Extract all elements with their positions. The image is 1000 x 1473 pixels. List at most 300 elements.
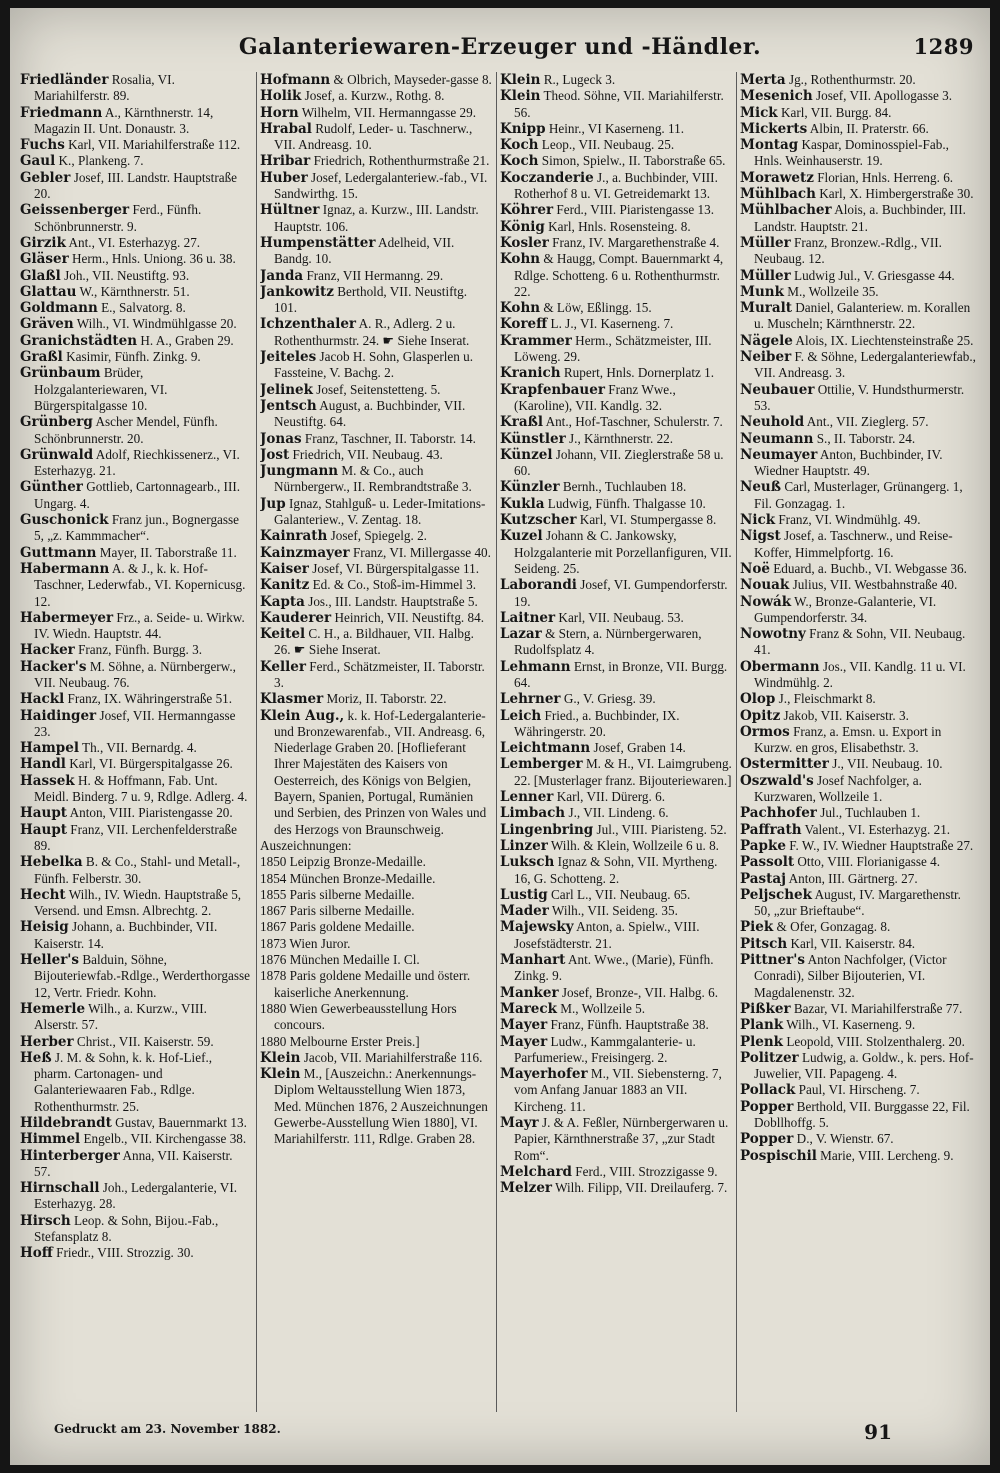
entry-name: Neuhold (740, 414, 805, 431)
directory-entry (260, 382, 492, 398)
entry-name: Papke (740, 837, 786, 854)
entry-name: Plenk (740, 1033, 784, 1050)
directory-entry (500, 952, 732, 985)
entry-details: Franz, Bronzew.-Rdlg., VII. Neubaug. 12. (754, 234, 942, 267)
directory-entry (260, 561, 492, 577)
entry-name: Kohn (500, 251, 541, 268)
entry-name: Hebelka (20, 854, 83, 871)
directory-entry (740, 887, 980, 920)
entry-name: Pachhofer (740, 805, 817, 822)
entry-details: Leopold, VIII. Stolzenthalerg. 20. (786, 1033, 965, 1049)
directory-entry (260, 121, 492, 154)
entry-details: Wilh. & Klein, Wollzeile 6 u. 8. (550, 837, 719, 853)
directory-entry (20, 1050, 252, 1115)
directory-entry (260, 496, 492, 529)
entry-details: 1854 München Bronze-Medaille. (260, 870, 436, 886)
entry-name: Ormos (740, 723, 790, 740)
entry-details: E., Salvatorg. 8. (101, 300, 186, 316)
column-divider (736, 72, 737, 1412)
directory-entry (20, 202, 252, 235)
entry-name: Günther (20, 479, 83, 496)
entry-name: Friedmann (20, 104, 103, 121)
entry-details: Moriz, II. Taborstr. 22. (326, 691, 447, 707)
entry-name: Piek (740, 919, 774, 936)
directory-entry (20, 1001, 252, 1034)
entry-name: Montag (740, 137, 799, 154)
entry-details: F. W., IV. Wiedner Hauptstraße 27. (789, 837, 974, 853)
entry-name: Hassek (20, 772, 75, 789)
directory-entry (740, 284, 980, 300)
directory-entry (740, 936, 980, 952)
entry-name: Kutzscher (500, 512, 577, 529)
directory-entry (500, 431, 732, 447)
directory-entry (500, 170, 732, 203)
entry-name: Luksch (500, 854, 555, 871)
entry-details: Franz, Fünfh. Hauptstraße 38. (550, 1017, 709, 1033)
directory-entry (260, 659, 492, 692)
entry-details: J., Fleischmarkt 8. (778, 691, 876, 707)
entry-details: H. & Hoffmann, Fab. Unt. Meidl. Binderg. 7 u. 9, Rdlge. Adlerg. 4. (34, 772, 248, 805)
directory-entry (740, 447, 980, 480)
directory-entry (500, 610, 732, 626)
entry-details: Gottlieb, Cartonnagearb., III. Ungarg. 4. (34, 479, 241, 511)
entry-details: Wilh., IV. Wiedn. Hauptstraße 5, Versend. und Emsn. Albrechtg. 2. (34, 886, 242, 919)
entry-name: Girzik (20, 234, 66, 251)
directory-entry (260, 105, 492, 121)
entry-name: Nick (740, 512, 776, 529)
directory-entry (260, 919, 492, 935)
entry-name: Kuzel (500, 528, 543, 545)
entry-details: Franz Wwe., (Karoline), VII. Kandlg. 32. (514, 381, 676, 413)
directory-entry (20, 919, 252, 952)
entry-name: Grünberg (20, 414, 93, 431)
directory-entry (20, 1148, 252, 1181)
entry-details: Karl, VII. Kaiserstr. 84. (790, 935, 916, 951)
directory-entry (500, 137, 732, 153)
entry-details: Kasimir, Fünfh. Zinkg. 9. (66, 349, 201, 365)
entry-name: Leich (500, 707, 542, 724)
entry-details: W., Kärnthnerstr. 51. (79, 283, 190, 299)
directory-entry (20, 105, 252, 138)
entry-details: Josef, Bronze-, VII. Halbg. 6. (561, 984, 718, 1000)
directory-entry (260, 72, 492, 88)
entry-details: Jakob, VII. Kaiserstr. 3. (783, 707, 909, 723)
page-title: Galanteriewaren-Erzeuger und -Händler. (238, 34, 762, 60)
entry-details: J., VII. Neubaug. 10. (832, 756, 943, 772)
directory-entry (500, 479, 732, 495)
directory-entry (500, 88, 732, 121)
entry-name: Guttmann (20, 544, 97, 561)
entry-details: Bernh., Tuchlauben 18. (562, 479, 687, 495)
entry-details: Bazar, VI. Mariahilferstraße 77. (793, 1000, 963, 1016)
directory-entry (500, 838, 732, 854)
directory-entry (20, 642, 252, 658)
directory-entry (500, 691, 732, 707)
entry-name: Pittner's (740, 952, 806, 969)
entry-name: Gräven (20, 316, 74, 333)
entry-name: Opitz (740, 707, 781, 724)
directory-entry (500, 512, 732, 528)
entry-name: Habermann (20, 560, 110, 577)
directory-entry (740, 854, 980, 870)
entry-details: Eduard, a. Buchb., VI. Webgasse 36. (773, 560, 967, 576)
entry-details: 1850 Leipzig Bronze-Medaille. (260, 854, 426, 870)
entry-name: Gläser (20, 251, 69, 268)
entry-name: Morawetz (740, 169, 814, 186)
entry-name: Müller (740, 234, 791, 251)
entry-details: Johann, VII. Zieglerstraße 58 u. 60. (514, 446, 724, 479)
column-divider (256, 72, 257, 1412)
directory-entry (20, 952, 252, 1001)
entry-name: Lemberger (500, 756, 583, 773)
entry-details: R., Lugeck 3. (543, 72, 616, 87)
entry-name: Grünwald (20, 446, 94, 463)
directory-entry (20, 1245, 252, 1261)
column-2 (260, 72, 492, 1412)
entry-details: Balduin, Söhne, Bijouteriewfab.-Rdlge., Werderthorgasse 12, Vertr. Friedr. Kohn. (34, 952, 250, 1000)
entry-details: Jg., Rothenthurmstr. 20. (788, 72, 916, 87)
entry-name: Fuchs (20, 137, 65, 154)
directory-entry (740, 121, 980, 137)
entry-name: Oszwald's (740, 772, 814, 789)
entry-details: Ant., Hof-Taschner, Schulerstr. 7. (545, 414, 723, 430)
entry-details: & Löw, Eßlingg. 15. (543, 300, 652, 316)
entry-details: Heinrich, VII. Neustiftg. 84. (334, 609, 484, 625)
entry-details: Jos., VII. Kandlg. 11 u. VI. Windmühlg. 2. (754, 658, 966, 690)
page-number: 1289 (913, 34, 974, 59)
entry-name: Klein (260, 1049, 301, 1066)
entry-details: Ant., VI. Esterhazyg. 27. (68, 234, 201, 250)
directory-entry (740, 479, 980, 512)
entry-details: J. M. & Sohn, k. k. Hof-Lief., pharm. Cartonagen- und Galanteriewaaren Fab., Rdlge. Rothenthurmstr. 25. (34, 1049, 213, 1114)
entry-name: Jonas (260, 430, 302, 447)
entry-details: J. & A. Feßler, Nürnbergerwaren u. Papier, Kärnthnerstraße 37, „zur Stadt Rom“. (514, 1115, 729, 1163)
entry-details: D., V. Wienstr. 67. (796, 1131, 894, 1147)
entry-details: & Stern, a. Nürnbergerwaren, Rudolfsplatz 4. (514, 626, 702, 658)
directory-entry (740, 708, 980, 724)
entry-name: Neumann (740, 430, 814, 447)
directory-entry (20, 610, 252, 643)
entry-name: Heller's (20, 952, 80, 969)
entry-name: Neumayer (740, 446, 818, 463)
entry-details: August, IV. Margarethenstr. 50, „zur Brieftaube“. (754, 886, 961, 919)
directory-entry (740, 871, 980, 887)
directory-entry (500, 333, 732, 366)
directory-entry (500, 365, 732, 381)
entry-details: Franz & Sohn, VII. Neubaug. 41. (754, 626, 966, 658)
entry-details: F. & Söhne, Ledergalanteriewfab., VII. Andreasg. 3. (754, 349, 976, 381)
entry-name: Pastaj (740, 870, 787, 887)
entry-details: Anton Nachfolger, (Victor Conradi), Silber Bijouterien, VI. Magdalenenstr. 32. (754, 952, 947, 1000)
entry-name: Jup (260, 495, 286, 512)
directory-entry (20, 691, 252, 707)
entry-name: Lingenbring (500, 821, 594, 838)
entry-details: H. A., Graben 29. (140, 332, 234, 348)
directory-entry (20, 1115, 252, 1131)
entry-details: Jul., Tuchlauben 1. (820, 805, 921, 821)
entry-details: M. & H., VI. Laimgrubeng. 22. [Musterlager franz. Bijouteriewaren.] (514, 756, 732, 788)
directory-entry (260, 577, 492, 593)
entry-name: Heß (20, 1049, 52, 1066)
directory-entry (740, 1001, 980, 1017)
directory-entry (20, 251, 252, 267)
entry-details: Franz, a. Emsn. u. Export in Kurzw. en gros, Elisabethstr. 3. (754, 723, 942, 756)
directory-entry (740, 333, 980, 349)
entry-name: Mühlbach (740, 186, 816, 203)
entry-details: 1878 Paris goldene Medaille und österr. kaiserliche Anerkennung. (260, 968, 471, 1000)
entry-name: Koczanderie (500, 169, 594, 186)
entry-details: August, a. Buchbinder, VII. Neustiftg. 64. (274, 397, 466, 430)
directory-entry (20, 887, 252, 920)
entry-details: J., a. Buchbinder, VIII. Rotherhof 8 u. VI. Getreidemarkt 13. (514, 169, 718, 202)
directory-entry (20, 740, 252, 756)
directory-entry (740, 838, 980, 854)
directory-entry (260, 349, 492, 382)
entry-name: Limbach (500, 805, 566, 822)
entry-details: Fried., a. Buchbinder, IX. Währingerstr. 20. (514, 707, 680, 739)
directory-entry (20, 1213, 252, 1246)
directory-entry (20, 561, 252, 610)
directory-entry (260, 431, 492, 447)
entry-name: Humpenstätter (260, 234, 376, 251)
entry-name: Muralt (740, 300, 792, 317)
directory-entry (740, 72, 980, 88)
entry-name: Lustig (500, 886, 548, 903)
entry-name: Grünbaum (20, 365, 101, 382)
entry-name: Munk (740, 283, 784, 300)
sheet-number: 91 (864, 1420, 892, 1444)
entry-details: Karl, VII. Burgg. 84. (780, 104, 892, 120)
entry-details: 1880 Melbourne Erster Preis.] (260, 1033, 420, 1049)
entry-name: Hacker (20, 642, 75, 659)
directory-entry (20, 659, 252, 692)
entry-details: Valent., VI. Esterhazyg. 21. (804, 821, 951, 837)
entry-details: Berthold, VII. Neustiftg. 101. (274, 283, 468, 316)
entry-details: Johann & C. Jankowsky, Holzgalanterie mit Porzellanfiguren, VII. Seideng. 25. (514, 528, 732, 576)
entry-name: Hacker's (20, 658, 87, 675)
directory-entry (20, 300, 252, 316)
directory-entry (740, 528, 980, 561)
directory-entry (20, 447, 252, 480)
entry-name: Keitel (260, 626, 306, 643)
entry-details: Mayer, II. Taborstraße 11. (99, 544, 237, 560)
entry-details: S., II. Taborstr. 24. (816, 430, 916, 446)
entry-name: Peljschek (740, 886, 812, 903)
entry-name: Haupt (20, 805, 67, 822)
directory-entry (260, 952, 492, 968)
entry-details: Ferd., Schätzmeister, II. Taborstr. 3. (274, 658, 485, 690)
entry-details: Herm., Schätzmeister, III. Löweng. 29. (514, 332, 712, 365)
entry-name: Kosler (500, 234, 549, 251)
directory-entry (260, 202, 492, 235)
entry-details: Jul., VIII. Piaristeng. 52. (596, 821, 727, 837)
directory-entry (260, 1050, 492, 1066)
entry-details: Ed. & Co., Stoß-im-Himmel 3. (312, 577, 477, 593)
directory-entry (20, 773, 252, 806)
entry-name: Guschonick (20, 512, 109, 529)
directory-entry (740, 268, 980, 284)
directory-entry (740, 805, 980, 821)
entry-name: Kapta (260, 593, 305, 610)
entry-details: Leop., VII. Neubaug. 25. (541, 137, 675, 153)
directory-entry (740, 1034, 980, 1050)
entry-details: Alois, IX. Liechtensteinstraße 25. (795, 332, 974, 348)
entry-details: Paul, VI. Hirscheng. 7. (798, 1082, 920, 1098)
entry-details: Josef Nachfolger, a. Kurzwaren, Wollzeile 1. (754, 772, 922, 805)
directory-entry (500, 121, 732, 137)
entry-details: Franz, IV. Margarethenstraße 4. (552, 234, 720, 250)
entry-details: Jacob, VII. Mariahilferstraße 116. (303, 1049, 483, 1065)
entry-name: Hribar (260, 153, 311, 170)
entry-name: Hirnschall (20, 1180, 100, 1197)
directory-entry (740, 349, 980, 382)
entry-details: Heinr., VI Kaserneng. 11. (548, 120, 684, 136)
directory-entry (500, 756, 732, 789)
entry-name: Mühlbacher (740, 202, 832, 219)
entry-name: Glaßl (20, 267, 61, 284)
entry-details: Carl, Musterlager, Grünangerg. 1, Fil. Gonzagag. 1. (754, 479, 963, 511)
entry-details: K., Plankeng. 7. (58, 153, 144, 169)
entry-details: Ottilie, V. Hundsthurmerstr. 53. (754, 381, 965, 413)
entry-details: Josef, Ledergalanteriew.-fab., VI. Sandwirthg. 15. (274, 169, 488, 202)
directory-entry (740, 300, 980, 333)
directory-entry (500, 1001, 732, 1017)
entry-details: Karl, Hnls. Rosensteing. 8. (548, 218, 691, 234)
entry-details: Ignaz, Stahlguß- u. Leder-Imitations-Galanteriew., V. Zentag. 18. (274, 495, 486, 528)
directory-entry (740, 88, 980, 104)
entry-name: Hackl (20, 691, 65, 708)
directory-entry (20, 137, 252, 153)
entry-name: Klein (500, 72, 541, 88)
entry-name: Keller (260, 658, 306, 675)
entry-details: 1855 Paris silberne Medaille. (260, 886, 415, 902)
directory-entry (740, 577, 980, 593)
directory-entry (260, 1001, 492, 1034)
entry-name: Holik (260, 88, 302, 105)
directory-entry (500, 887, 732, 903)
directory-entry (20, 316, 252, 332)
entry-name: Popper (740, 1131, 794, 1148)
entry-details: Ferd., VIII. Strozzigasse 9. (575, 1163, 718, 1179)
column-4 (740, 72, 980, 1412)
directory-entry (20, 365, 252, 414)
directory-entry (20, 854, 252, 887)
entry-name: Mick (740, 104, 778, 121)
directory-entry (740, 186, 980, 202)
directory-entry (740, 1148, 980, 1164)
directory-entry (740, 561, 980, 577)
directory-entry (740, 822, 980, 838)
entry-details: Christ., VII. Kaiserstr. 59. (76, 1033, 214, 1049)
entry-name: Ostermitter (740, 756, 829, 773)
entry-name: Koreff (500, 316, 548, 333)
entry-name: Lazar (500, 626, 542, 643)
directory-entry (20, 1034, 252, 1050)
directory-entry (20, 1131, 252, 1147)
directory-entry (500, 805, 732, 821)
entry-details: Josef, Seitenstetteng. 5. (316, 381, 441, 397)
entry-name: Pitsch (740, 935, 788, 952)
entry-name: Himmel (20, 1131, 81, 1148)
entry-details: Karl, VII. Dürerg. 6. (556, 789, 666, 805)
entry-name: Müller (740, 267, 791, 284)
entry-name: Noë (740, 560, 770, 577)
entry-name: Hültner (260, 202, 320, 219)
entry-details: B. & Co., Stahl- und Metall-, Fünfh. Felberstr. 30. (34, 854, 241, 886)
entry-name: Laborandi (500, 577, 577, 594)
entry-name: Köhrer (500, 202, 554, 219)
entry-name: Knipp (500, 120, 546, 137)
entry-name: Passolt (740, 854, 795, 871)
entry-details: Franz, VI. Windmühlg. 49. (778, 512, 921, 528)
directory-entry (260, 708, 492, 838)
entry-name: Horn (260, 104, 299, 121)
directory-entry (500, 659, 732, 692)
directory-entry (500, 300, 732, 316)
entry-name: Hemerle (20, 1000, 86, 1017)
directory-entry (260, 268, 492, 284)
entry-name: Mader (500, 903, 549, 920)
entry-name: Pospischil (740, 1147, 817, 1164)
entry-name: Huber (260, 169, 308, 186)
entry-name: Kraßl (500, 414, 543, 431)
directory-entry (20, 414, 252, 447)
entry-name: Hinterberger (20, 1147, 120, 1164)
directory-entry (500, 1164, 732, 1180)
directory-entry (740, 512, 980, 528)
entry-details: Ferd., Fünfh. Schönbrunnerstr. 9. (34, 202, 202, 234)
directory-entry (740, 756, 980, 772)
entry-details: Josef, VI. Bürgerspitalgasse 11. (312, 560, 479, 576)
entry-details: M., Wollzeile 5. (560, 1000, 646, 1016)
directory-entry (740, 414, 980, 430)
entry-name: König (500, 218, 545, 235)
entry-details: Daniel, Galanteriew. m. Korallen u. Muscheln; Kärnthnerstr. 22. (754, 300, 971, 332)
directory-entry (740, 382, 980, 415)
entry-name: Künstler (500, 430, 566, 447)
directory-entry (500, 1017, 732, 1033)
entry-details: C. H., a. Bildhauer, VII. Halbg. 26. ☛ Siehe Inserat. (274, 626, 474, 658)
entry-details: Wilh., a. Kurzw., VIII. Alserstr. 57. (34, 1000, 207, 1033)
entry-details: & Haugg, Compt. Bauernmarkt 4, Rdlge. Schotteng. 6 u. Rothenthurmstr. 22. (514, 251, 724, 299)
entry-details: Franz, Taschner, II. Taborstr. 14. (304, 430, 476, 446)
entry-details: Karl, VII. Neubaug. 53. (558, 609, 684, 625)
entry-name: Hampel (20, 740, 79, 757)
directory-entry (500, 903, 732, 919)
entry-details: Anton, Buchbinder, IV. Wiedner Hauptstr. 49. (754, 446, 943, 479)
entry-details: Th., VII. Bernardg. 4. (82, 740, 197, 756)
entry-details: Adolf, Riechkissenerz., VI. Esterhazyg. 21. (34, 446, 240, 479)
entry-name: Friedländer (20, 72, 109, 88)
entry-details: Joh., VII. Neustiftg. 93. (64, 267, 190, 283)
entry-name: Politzer (740, 1049, 799, 1066)
entry-name: Neuß (740, 479, 782, 496)
entry-details: Theod. Söhne, VII. Mariahilferstr. 56. (514, 88, 724, 120)
directory-entry (260, 968, 492, 1001)
directory-entry (20, 512, 252, 545)
directory-entry (20, 479, 252, 512)
entry-name: Hecht (20, 886, 66, 903)
entry-details: Karl, X. Himbergerstraße 30. (819, 186, 974, 202)
entry-details: J., VII. Lindeng. 6. (568, 805, 669, 821)
entry-name: Kukla (500, 495, 545, 512)
entry-name: Leichtmann (500, 740, 591, 757)
entry-name: Popper (740, 1098, 794, 1115)
directory-entry (20, 153, 252, 169)
directory-entry (260, 610, 492, 626)
entry-name: Laitner (500, 609, 556, 626)
entry-name: Herber (20, 1033, 74, 1050)
